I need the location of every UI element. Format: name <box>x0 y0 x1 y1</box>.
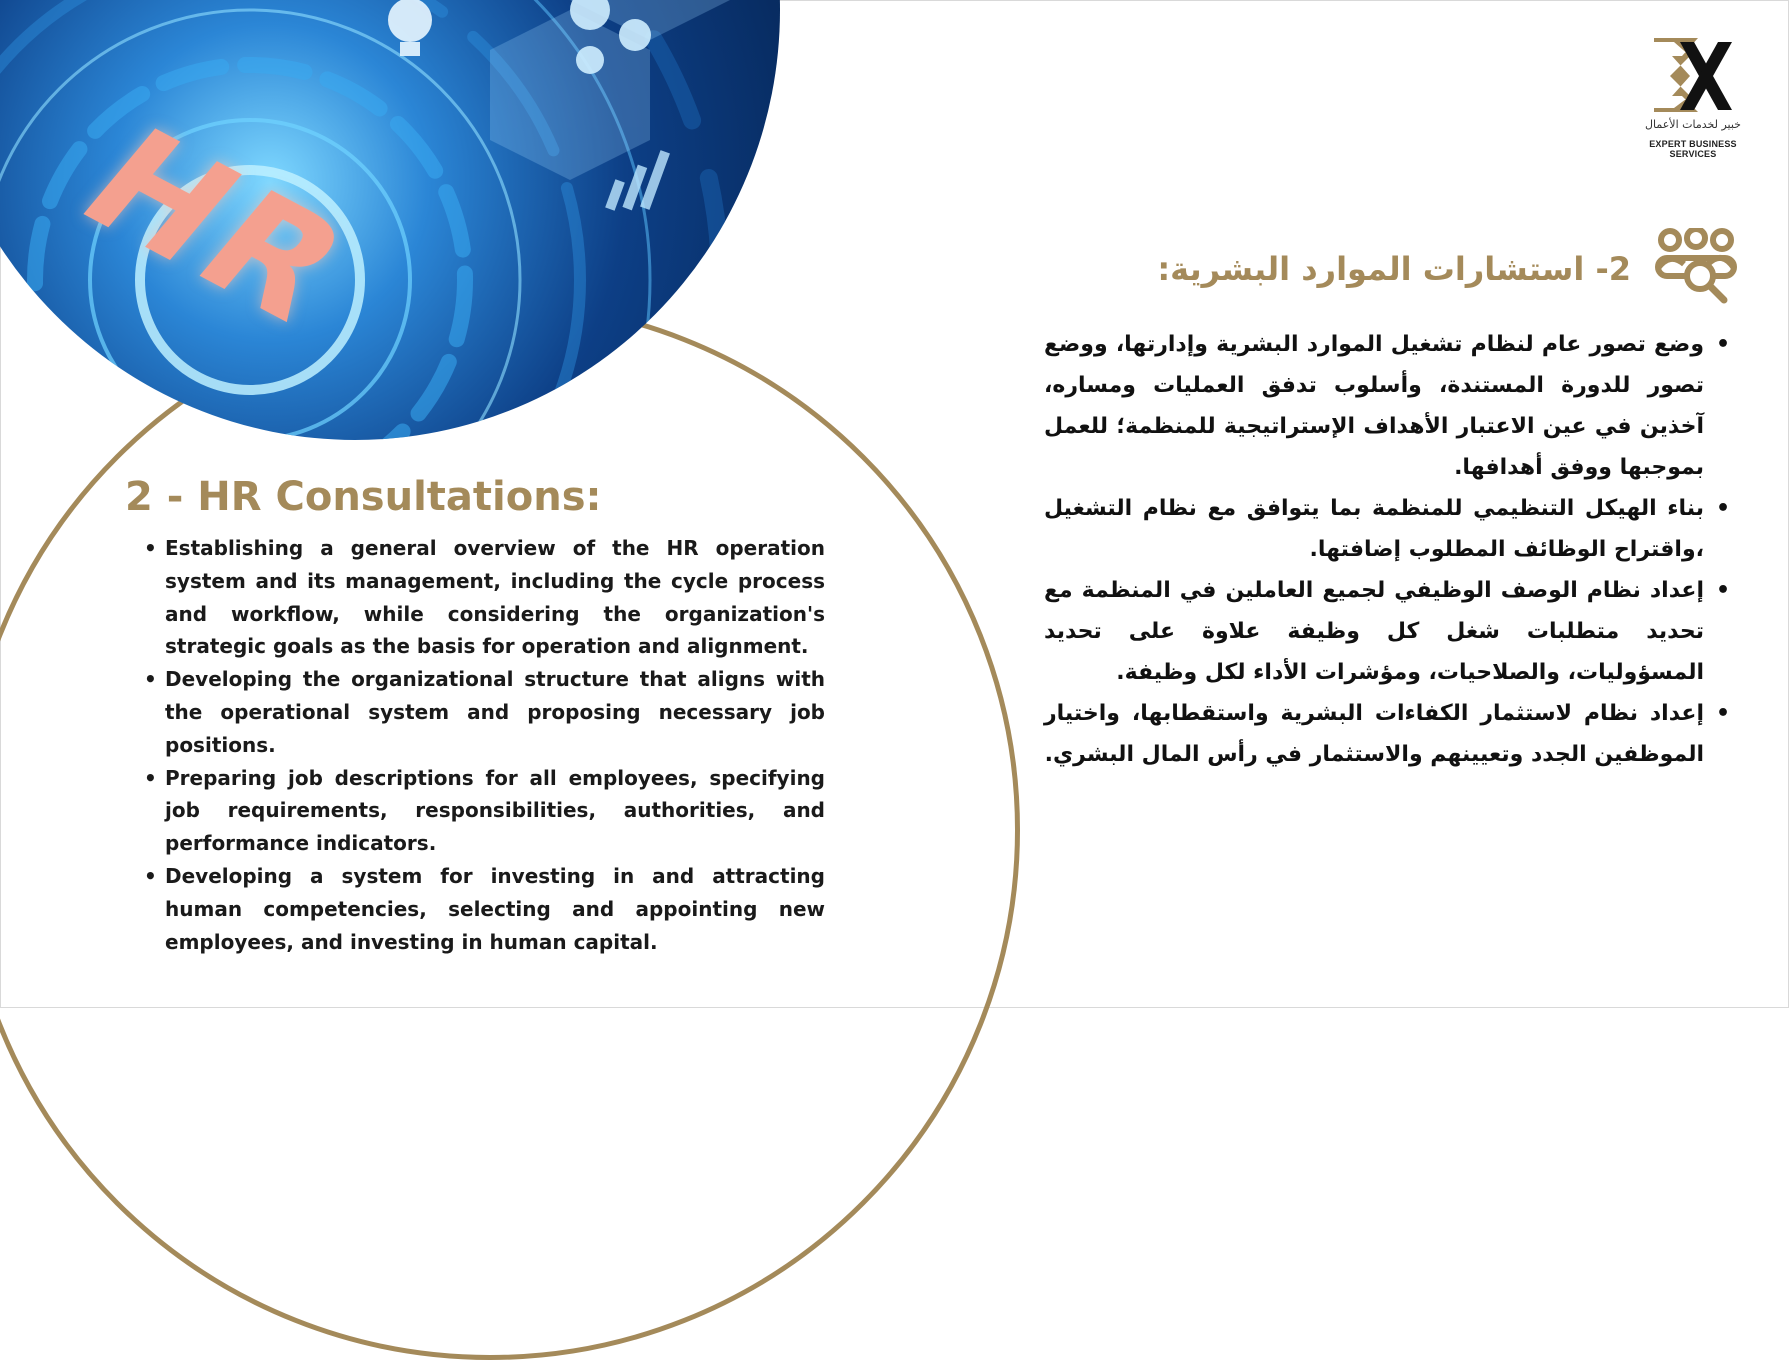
english-list-item: • Developing a system for investing in and attracting human competencies, selecting and appointing new employees, and investing in human capital. <box>140 860 825 958</box>
arabic-section-title: 2- استشارات الموارد البشرية: <box>1157 250 1631 288</box>
english-list-item: • Establishing a general overview of the HR operation system and its management, including the cycle process and workflow, while considering the organization's strategic goals as the basis for operation and alignment. <box>140 532 825 663</box>
people-search-icon <box>1654 228 1738 304</box>
logo-english-name: EXPERT BUSINESS SERVICES <box>1649 139 1737 159</box>
arabic-list-item: • إعداد نظام الوصف الوظيفي لجميع العاملين في المنظمة مع تحديد متطلبات شغل كل وظيفة علاوة على تحديد المسؤوليات، والصلاحيات، ومؤشرات الأداء لكل وظيفة. <box>1044 570 1734 693</box>
english-list-item: • Preparing job descriptions for all employees, specifying job requirements, responsibilities, authorities, and performance indicators. <box>140 762 825 860</box>
arabic-list-item: • وضع تصور عام لنظام تشغيل الموارد البشرية وإدارتها، ووضع تصور للدورة المستندة، وأسلوب تدفق العمليات ومساره، آخذين في عين الاعتبار الأهداف الإستراتيجية للمنظمة؛ للعمل بموجبها ووفق أهدافها. <box>1044 324 1734 488</box>
arabic-list-item: • إعداد نظام لاستثمار الكفاءات البشرية واستقطابها، واختيار الموظفين الجدد وتعيينهم والاستثمار في رأس المال البشري. <box>1044 693 1734 775</box>
hr-tech-circle-image <box>0 0 780 440</box>
arabic-list-item: • بناء الهيكل التنظيمي للمنظمة بما يتوافق مع نظام التشغيل ،واقتراح الوظائف المطلوب إضافتها. <box>1044 488 1734 570</box>
company-logo <box>1628 36 1758 159</box>
hr-graphic-label: HR <box>47 99 386 355</box>
english-list-item: • Developing the organizational structure that aligns with the operational system and proposing necessary job positions. <box>140 663 825 761</box>
logo-arabic-name: خبير لخدمات الأعمال <box>1645 118 1741 131</box>
english-section-title: 2 - HR Consultations: <box>125 474 602 520</box>
x-monogram-logo-icon <box>1650 36 1736 114</box>
english-bullet-list <box>140 532 825 958</box>
arabic-bullet-list <box>1044 324 1734 775</box>
